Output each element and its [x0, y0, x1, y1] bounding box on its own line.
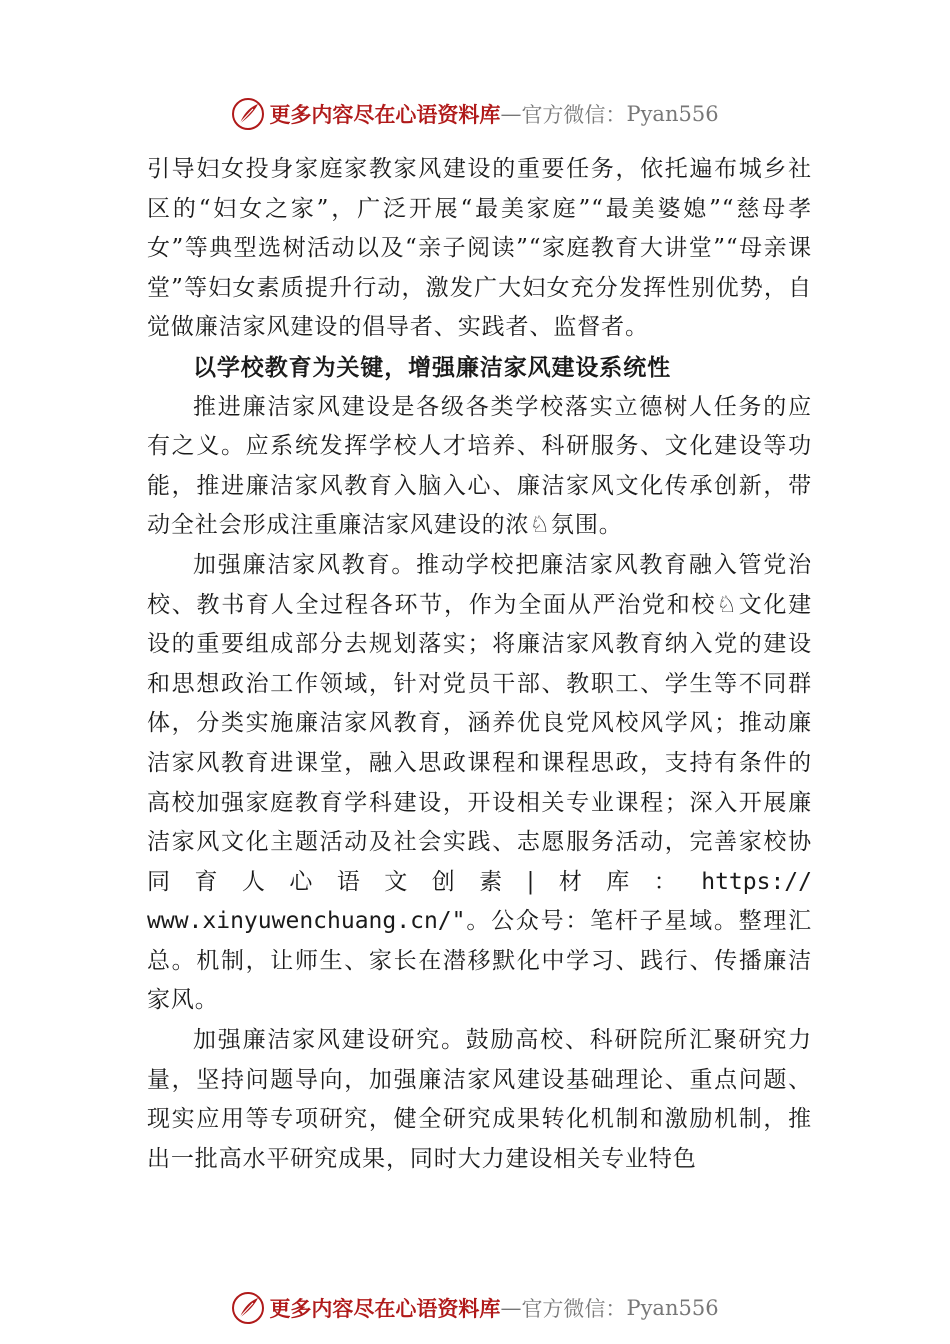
paragraph-2: 推进廉洁家风建设是各级各类学校落实立德树人任务的应有之义。应系统发挥学校人才培养、科研服务、文化建设等功能，推进廉洁家风教育入脑入心、廉洁家风文化传承创新，带动全社会形成注重廉洁家风建设的浓♘氛围。	[147, 393, 812, 539]
paragraph-3-text-a: 加强廉洁家风教育。推动学校把廉洁家风教育融入管党治校、教书育人全过程各环节，作为全面从严治党和校♘文化建设的重要组成部分去规划落实；将廉洁家风教育纳入党的建设和思想政治工作领域，针对党员干部、教职工、学生等不同群体，分类实施廉洁家风教育，涵养优良党风校风学风；推动廉洁家风教育进课堂，融入思政课程和课程思政，支持有条件的高校加强家庭教育学科建设，开设相关专业课程；深入开展廉洁家风文化主题活动及社会实践、志愿服务活动，完善家校协同育人心语文创素|材库：	[147, 551, 812, 895]
paragraph-1: 引导妇女投身家庭家教家风建设的重要任务，依托遍布城乡社区的“妇女之家”，广泛开展“最美家庭”“最美婆媳”“慈母孝女”等典型选树活动以及“亲子阅读”“家庭教育大讲堂”“母亲课堂”等妇女素质提升行动，激发广大妇女充分发挥性别优势，自觉做廉洁家风建设的倡导者、实践者、监督者。	[147, 156, 812, 341]
header-watermark-banner	[0, 94, 950, 134]
paragraph-3-text-b: 。公众号：笔杆子星域。整理汇总。机制，让师生、家长在潜移默化中学习、践行、传播廉洁家风。	[147, 908, 812, 1014]
banner-red-text: 更多内容尽在心语资料库	[269, 1296, 501, 1321]
banner-grey-text: 官方微信：	[521, 103, 627, 127]
document-body	[147, 150, 812, 1179]
banner-wechat-id: Pyan556	[626, 1296, 719, 1320]
feather-seal-logo-icon	[231, 97, 265, 131]
banner-dash: —	[500, 102, 522, 126]
banner-grey-text: 官方微信：	[521, 1297, 627, 1321]
banner-dash: —	[500, 1296, 522, 1320]
banner-wechat-id: Pyan556	[626, 102, 719, 126]
paragraph-3	[147, 546, 812, 1021]
feather-seal-logo-icon	[231, 1291, 265, 1325]
paragraph-3-url: https:// www.xinyuwenchuang.cn/"	[147, 868, 812, 935]
banner-red-text: 更多内容尽在心语资料库	[269, 102, 501, 127]
paragraph-4: 加强廉洁家风建设研究。鼓励高校、科研院所汇聚研究力量，坚持问题导向，加强廉洁家风建设基础理论、重点问题、现实应用等专项研究，健全研究成果转化机制和激励机制，推出一批高水平研究成果，同时大力建设相关专业特色	[147, 1027, 812, 1172]
footer-watermark-banner	[0, 1288, 950, 1328]
section-heading: 以学校教育为关键，增强廉洁家风建设系统性	[193, 353, 671, 381]
